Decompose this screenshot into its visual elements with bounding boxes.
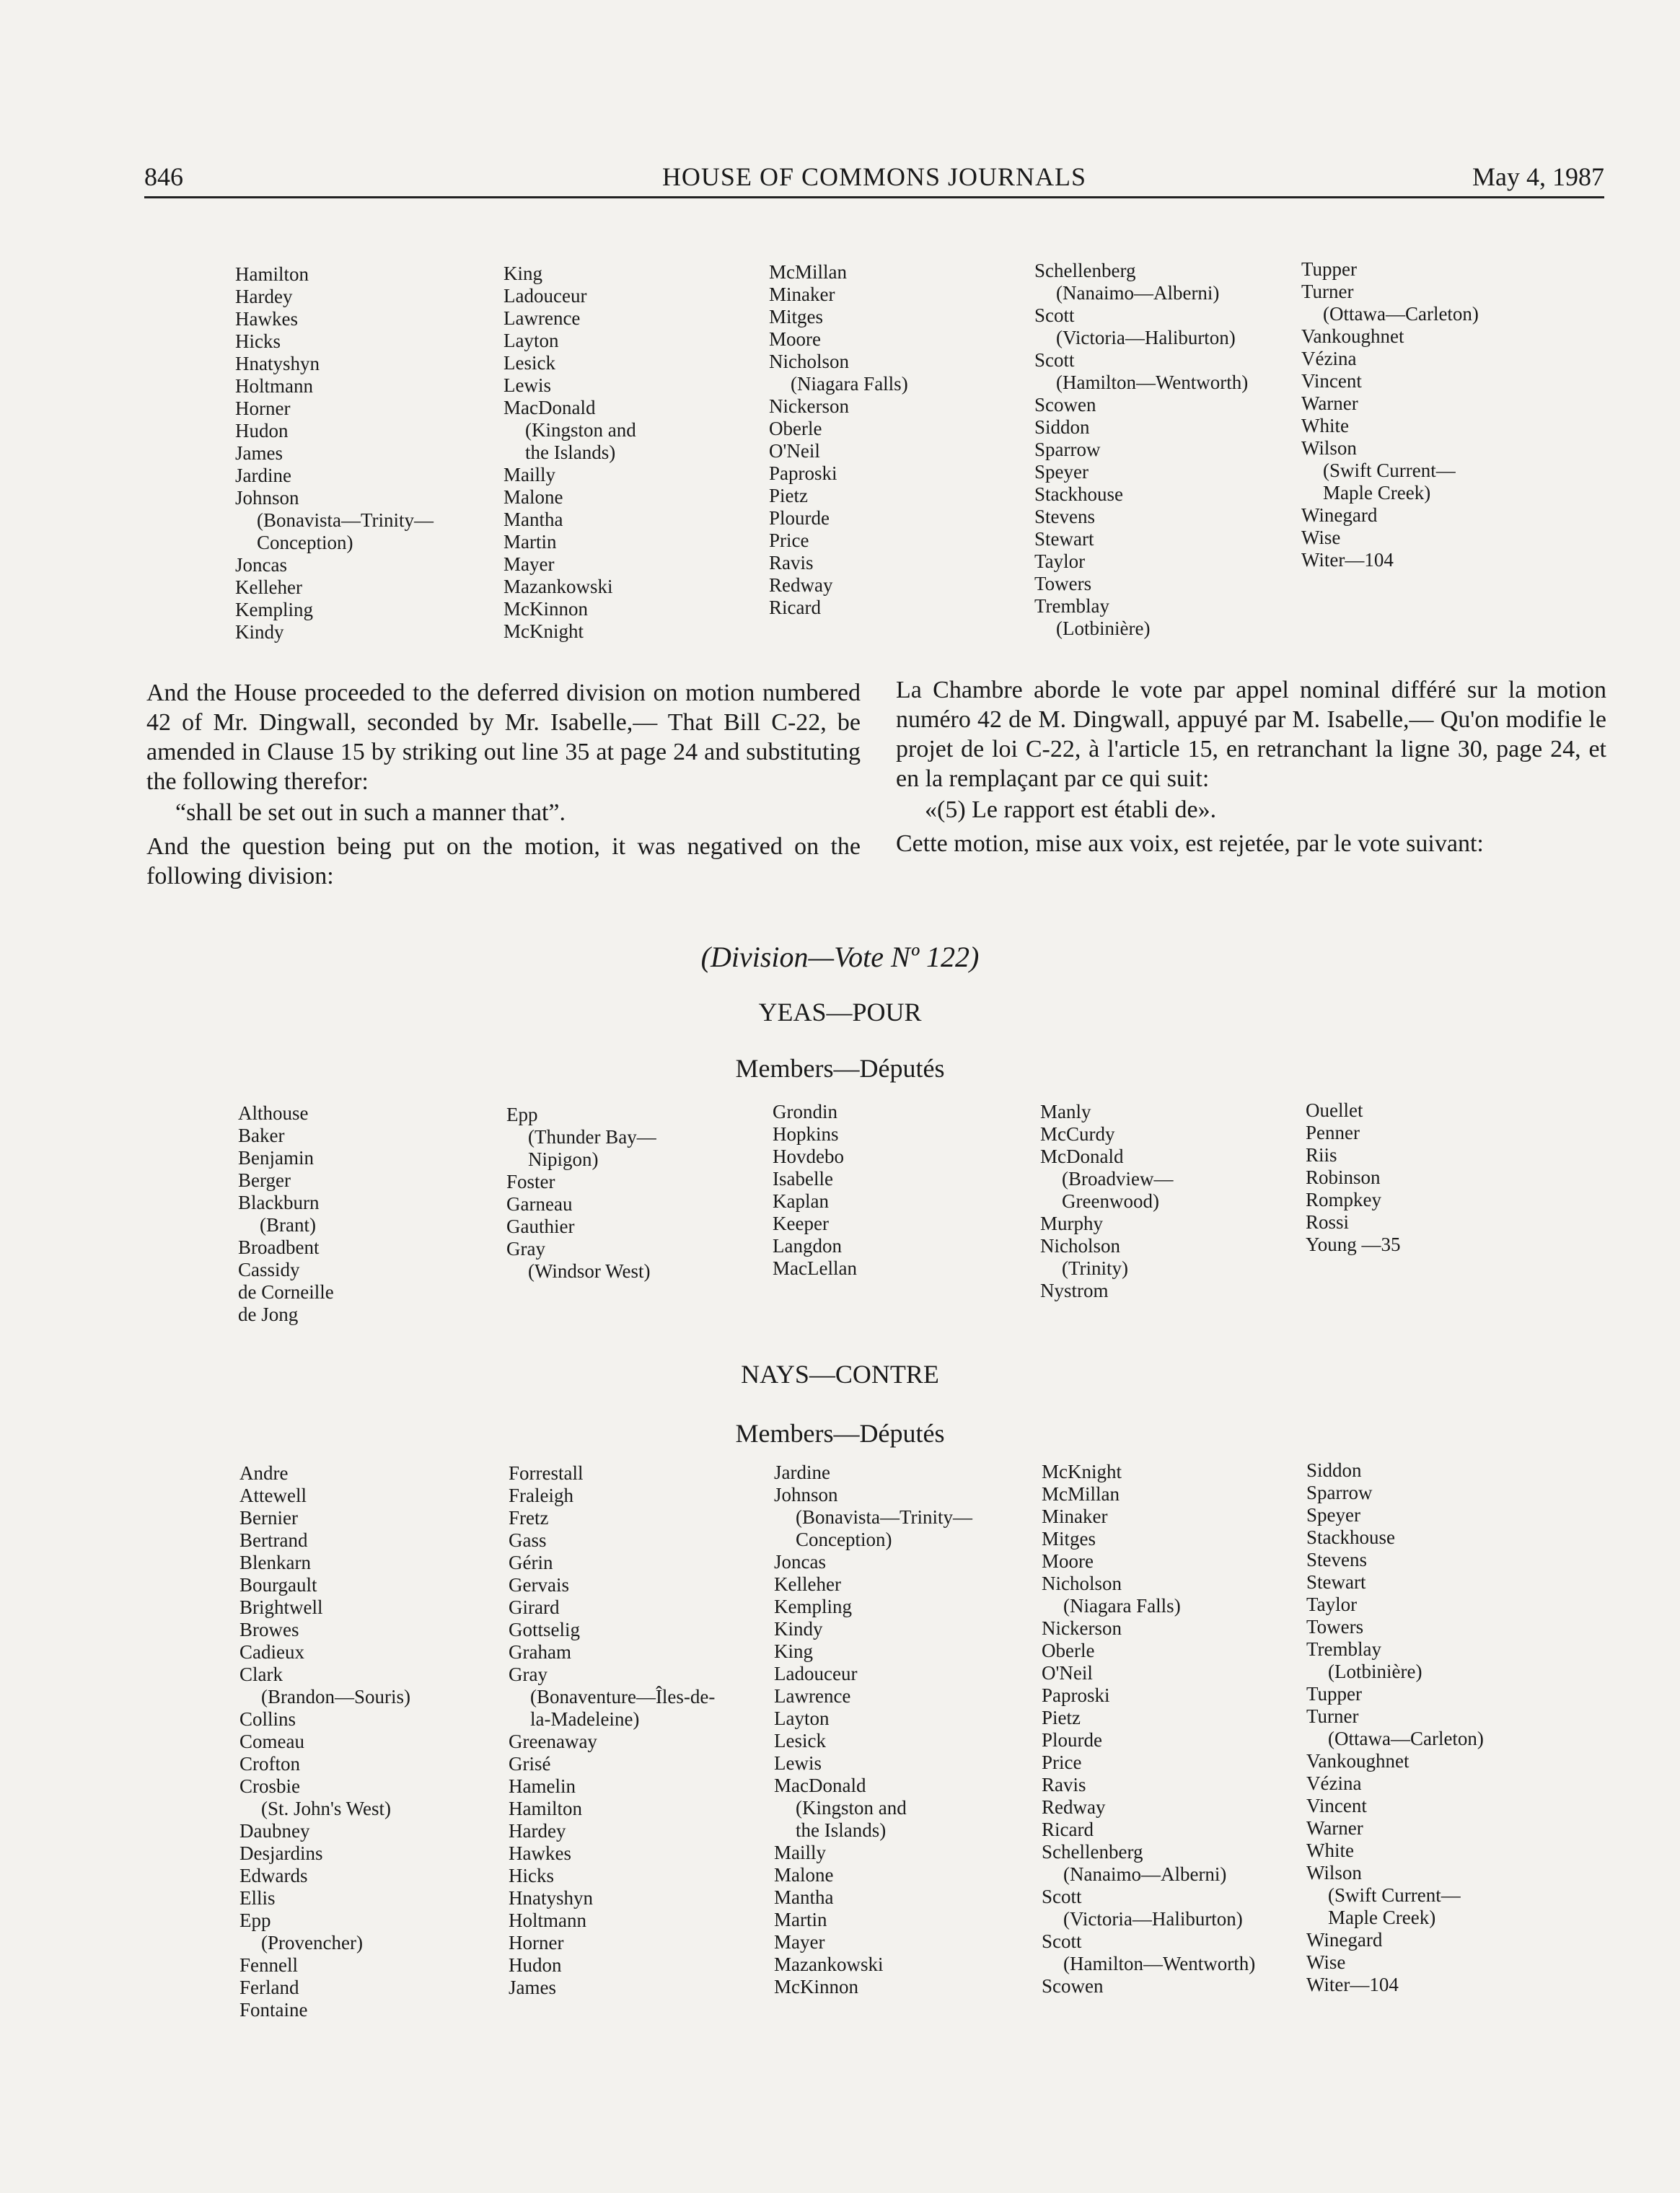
member-name: (Nanaimo—Alberni)	[1056, 282, 1220, 304]
english-result-paragraph: And the question being put on the motion, it was negatived on the following division:	[146, 833, 861, 889]
member-name: Mayer	[774, 1931, 825, 1953]
member-name: Conception)	[257, 532, 353, 553]
member-name: Ouellet	[1306, 1099, 1363, 1121]
member-name: Nickerson	[1042, 1617, 1122, 1639]
member-name: Mitges	[1042, 1528, 1096, 1550]
member-name: Jardine	[774, 1462, 830, 1483]
member-name: Warner	[1301, 392, 1358, 414]
member-name: Epp	[506, 1104, 538, 1125]
nays-col-4	[1042, 1461, 1255, 1998]
member-name: Bourgault	[239, 1574, 317, 1596]
member-name: Scott	[1034, 304, 1075, 326]
member-name: Forrestall	[509, 1462, 584, 1484]
nays-col-1	[239, 1462, 410, 2021]
member-name: de Corneille	[238, 1281, 334, 1303]
member-name: Turner	[1301, 281, 1354, 302]
member-name: Rompkey	[1306, 1189, 1381, 1210]
member-name: Gauthier	[506, 1216, 575, 1237]
member-name: McMillan	[769, 261, 847, 283]
nays-col-2	[509, 1462, 715, 1999]
member-name: (Broadview—	[1062, 1168, 1174, 1190]
member-name: (Ottawa—Carleton)	[1328, 1728, 1484, 1749]
prev-list-col-4	[1034, 260, 1248, 640]
member-name: Minaker	[1042, 1506, 1108, 1527]
member-name: Horner	[509, 1932, 564, 1954]
member-name: Attewell	[239, 1485, 307, 1506]
member-name: Brightwell	[239, 1596, 323, 1618]
member-name: Kaplan	[773, 1190, 829, 1212]
member-name: Lewis	[774, 1752, 822, 1774]
member-name: (Victoria—Haliburton)	[1063, 1908, 1243, 1930]
member-name: McCurdy	[1040, 1123, 1115, 1145]
member-name: Mazankowski	[774, 1954, 884, 1975]
french-quote: «(5) Le rapport est établi de».	[925, 796, 1217, 823]
member-name: Towers	[1034, 573, 1092, 594]
member-name: Wise	[1301, 527, 1341, 548]
member-name: Oberle	[1042, 1640, 1095, 1661]
member-name: Joncas	[235, 554, 287, 576]
member-name: Holtmann	[509, 1909, 586, 1931]
member-name: Winegard	[1306, 1929, 1383, 1951]
member-name: Plourde	[1042, 1729, 1102, 1751]
member-name: Holtmann	[235, 375, 313, 397]
member-name: Lawrence	[774, 1685, 851, 1707]
member-name: Nipigon)	[528, 1148, 599, 1170]
member-name: Towers	[1306, 1616, 1364, 1638]
member-name: Hudon	[235, 420, 289, 441]
member-name: Kelleher	[774, 1573, 841, 1595]
member-name: Baker	[238, 1125, 285, 1146]
member-name: Epp	[239, 1909, 271, 1931]
prev-list-col-5	[1301, 258, 1479, 571]
member-name: Paproski	[769, 462, 837, 484]
member-name: (Windsor West)	[528, 1260, 651, 1282]
member-name: Price	[769, 529, 809, 551]
member-name: la-Madeleine)	[530, 1708, 640, 1730]
member-name: Kempling	[235, 599, 313, 620]
member-name: Scowen	[1042, 1975, 1104, 1997]
member-name: Robinson	[1306, 1166, 1381, 1188]
member-name: Siddon	[1034, 416, 1090, 438]
french-motion-paragraph: La Chambre aborde le vote par appel nominal différé sur la motion numéro 42 de M. Dingwall, appuyé par M. Isabelle,— Qu'on modifie le projet de loi C-22, à l'article 15, en retranchant la ligne 30, page 24, et en la remplaçant par ce qui suit:	[896, 677, 1606, 792]
member-name: Cassidy	[238, 1259, 300, 1280]
journal-title: HOUSE OF COMMONS JOURNALS	[661, 162, 1087, 191]
member-name: Johnson	[235, 487, 299, 509]
member-name: (Bonavista—Trinity—	[257, 509, 434, 531]
member-name: Althouse	[238, 1102, 309, 1124]
member-name: Stackhouse	[1306, 1526, 1395, 1548]
member-name: Gray	[506, 1238, 545, 1260]
member-name: (Ottawa—Carleton)	[1323, 303, 1479, 325]
member-name: Grisé	[509, 1753, 551, 1775]
member-name: Grondin	[773, 1101, 837, 1122]
member-name: Rossi	[1306, 1211, 1350, 1233]
member-name: King	[503, 263, 542, 284]
member-name: Layton	[774, 1708, 830, 1729]
member-name: Clark	[239, 1664, 283, 1685]
member-name: Comeau	[239, 1731, 304, 1752]
member-name: Hardey	[509, 1820, 566, 1842]
member-name: Stewart	[1306, 1571, 1366, 1593]
member-name: Hawkes	[235, 308, 298, 330]
member-name: Graham	[509, 1641, 571, 1663]
member-name: Hamilton	[235, 263, 309, 285]
member-name: Plourde	[769, 507, 830, 529]
member-name: Greenwood)	[1062, 1190, 1159, 1212]
yeas-col-4	[1040, 1101, 1173, 1302]
member-name: Ellis	[239, 1887, 276, 1909]
yeas-members-heading: Members—Députés	[735, 1054, 945, 1083]
member-name: Foster	[506, 1171, 555, 1192]
member-name: Fraleigh	[509, 1485, 573, 1506]
member-name: Ravis	[769, 552, 814, 573]
nays-heading: NAYS—CONTRE	[741, 1360, 939, 1389]
member-name: Mazankowski	[503, 576, 613, 597]
member-name: (Kingston and	[796, 1797, 907, 1819]
member-name: Lesick	[774, 1730, 826, 1752]
yeas-col-2	[506, 1104, 656, 1283]
member-name: Vankoughnet	[1301, 325, 1404, 347]
member-name: Fretz	[509, 1507, 549, 1529]
member-name: King	[774, 1640, 813, 1662]
member-name: Schellenberg	[1034, 260, 1136, 281]
member-name: Murphy	[1040, 1213, 1103, 1234]
member-name: Gérin	[509, 1552, 553, 1573]
member-name: Ladouceur	[774, 1663, 858, 1684]
member-name: Nickerson	[769, 395, 849, 417]
nays-members-heading: Members—Députés	[735, 1419, 945, 1448]
member-name: Layton	[503, 330, 559, 351]
member-name: McKnight	[503, 620, 584, 642]
member-name: Kempling	[774, 1596, 852, 1617]
member-name: Johnson	[774, 1484, 838, 1506]
page-header	[144, 160, 1604, 198]
member-name: Lewis	[503, 374, 551, 396]
member-name: Moore	[769, 328, 821, 350]
english-text	[146, 678, 861, 892]
member-name: (Provencher)	[261, 1932, 363, 1954]
member-name: Broadbent	[238, 1236, 320, 1258]
member-name: Mitges	[769, 306, 824, 328]
member-name: Sparrow	[1306, 1482, 1373, 1503]
member-name: Mailly	[503, 464, 555, 485]
member-name: White	[1306, 1840, 1354, 1861]
member-name: Scowen	[1034, 394, 1096, 416]
member-name: Fennell	[239, 1954, 298, 1976]
member-name: Langdon	[773, 1235, 842, 1257]
member-name: Vankoughnet	[1306, 1750, 1409, 1772]
member-name: (Nanaimo—Alberni)	[1063, 1863, 1227, 1885]
member-name: Wise	[1306, 1951, 1346, 1973]
member-name: Stewart	[1034, 528, 1094, 550]
member-name: Scott	[1042, 1886, 1082, 1907]
member-name: Berger	[238, 1169, 291, 1191]
member-name: Riis	[1306, 1144, 1337, 1166]
nays-col-5	[1306, 1459, 1484, 1996]
member-name: Maple Creek)	[1328, 1907, 1436, 1928]
member-name: Mantha	[503, 509, 563, 530]
member-name: MacLellan	[773, 1257, 857, 1279]
member-name: O'Neil	[1042, 1662, 1093, 1684]
member-name: Hamilton	[509, 1798, 582, 1819]
yeas-heading: YEAS—POUR	[758, 998, 922, 1027]
member-name: Ladouceur	[503, 285, 587, 307]
member-name: James	[235, 442, 283, 464]
member-name: Horner	[235, 397, 291, 419]
member-name: James	[509, 1977, 556, 1998]
member-name: McKnight	[1042, 1461, 1122, 1482]
member-name: Vézina	[1301, 348, 1357, 369]
member-name: (Bonavista—Trinity—	[796, 1506, 973, 1528]
member-name: Vincent	[1306, 1795, 1367, 1816]
member-name: Scott	[1034, 349, 1075, 371]
member-name: Martin	[503, 531, 557, 553]
member-name: Gray	[509, 1664, 547, 1685]
member-name: Penner	[1306, 1122, 1360, 1143]
member-name: Taylor	[1306, 1594, 1358, 1615]
member-name: Blackburn	[238, 1192, 320, 1213]
member-name: Ravis	[1042, 1774, 1086, 1796]
member-name: Mantha	[774, 1886, 834, 1908]
member-name: de Jong	[238, 1304, 299, 1325]
member-name: (Trinity)	[1062, 1257, 1129, 1279]
member-name: Nicholson	[1040, 1235, 1120, 1257]
member-name: (Hamilton—Wentworth)	[1056, 372, 1249, 393]
member-name: Taylor	[1034, 550, 1086, 572]
member-name: Warner	[1306, 1817, 1363, 1839]
yeas-col-5	[1306, 1099, 1401, 1256]
member-name: Ferland	[239, 1977, 299, 1998]
english-quote: “shall be set out in such a manner that”.	[175, 799, 566, 826]
member-name: Tremblay	[1034, 595, 1110, 617]
member-name: Desjardins	[239, 1842, 323, 1864]
member-name: White	[1301, 415, 1349, 436]
member-name: Kelleher	[235, 576, 302, 598]
member-name: Wilson	[1306, 1862, 1362, 1884]
member-name: the Islands)	[525, 441, 616, 463]
member-name: Redway	[1042, 1796, 1106, 1818]
member-name: Bertrand	[239, 1529, 308, 1551]
member-name: Minaker	[769, 284, 835, 305]
member-name: Nicholson	[769, 351, 849, 372]
member-name: Girard	[509, 1596, 560, 1618]
member-name: Bernier	[239, 1507, 298, 1529]
member-name: Browes	[239, 1619, 299, 1640]
member-name: (Brandon—Souris)	[261, 1686, 410, 1708]
member-name: Crofton	[239, 1753, 300, 1775]
member-name: Winegard	[1301, 504, 1378, 526]
member-name: Martin	[774, 1909, 827, 1930]
yeas-col-1	[238, 1102, 334, 1326]
member-name: Nystrom	[1040, 1280, 1109, 1301]
member-name: Lesick	[503, 352, 555, 374]
yeas-col-3	[773, 1101, 857, 1280]
member-name: Hicks	[509, 1865, 554, 1886]
member-name: McKinnon	[774, 1976, 858, 1998]
member-name: Conception)	[796, 1529, 892, 1550]
member-name: Malone	[774, 1864, 834, 1886]
member-name: Collins	[239, 1708, 296, 1730]
page-date: May 4, 1987	[1472, 162, 1604, 191]
member-name: Scott	[1042, 1930, 1082, 1952]
prev-list-col-2	[503, 263, 636, 643]
member-name: McDonald	[1040, 1146, 1124, 1167]
member-name: (Niagara Falls)	[1063, 1595, 1181, 1617]
member-name: Stevens	[1034, 506, 1095, 527]
member-name: (Victoria—Haliburton)	[1056, 327, 1236, 348]
member-name: McMillan	[1042, 1483, 1120, 1505]
member-name: (Swift Current—	[1323, 460, 1456, 481]
member-name: Mailly	[774, 1842, 826, 1863]
member-name: Isabelle	[773, 1168, 833, 1190]
member-name: Pietz	[1042, 1707, 1081, 1728]
member-name: Fontaine	[239, 1999, 308, 2021]
member-name: Hopkins	[773, 1123, 839, 1145]
member-name: Hnatyshyn	[235, 353, 320, 374]
member-name: MacDonald	[503, 397, 596, 418]
member-name: Benjamin	[238, 1147, 314, 1169]
member-name: Ricard	[1042, 1819, 1094, 1840]
member-name: Sparrow	[1034, 439, 1101, 460]
member-name: Turner	[1306, 1705, 1359, 1727]
member-name: Moore	[1042, 1550, 1094, 1572]
member-name: Price	[1042, 1752, 1082, 1773]
french-result-paragraph: Cette motion, mise aux voix, est rejetée, par le vote suivant:	[896, 830, 1484, 857]
member-name: Malone	[503, 486, 563, 508]
member-name: (Brant)	[260, 1214, 316, 1236]
member-name: Stevens	[1306, 1549, 1367, 1570]
prev-list-col-1	[235, 263, 434, 643]
member-name: Nicholson	[1042, 1573, 1122, 1594]
member-name: Mayer	[503, 553, 555, 575]
member-name: Pietz	[769, 485, 808, 506]
division-title: (Division—Vote Nº 122)	[700, 941, 980, 973]
member-name: Hovdebo	[773, 1146, 844, 1167]
member-name: McKinnon	[503, 598, 588, 620]
member-name: the Islands)	[796, 1819, 887, 1841]
member-name: Lawrence	[503, 307, 581, 329]
member-name: Speyer	[1034, 461, 1089, 483]
member-name: Oberle	[769, 418, 822, 439]
member-name: Ricard	[769, 597, 821, 618]
member-name: Crosbie	[239, 1775, 300, 1797]
member-name: Paproski	[1042, 1684, 1110, 1706]
member-name: Tupper	[1306, 1683, 1363, 1705]
member-name: Vincent	[1301, 370, 1362, 392]
member-name: Kindy	[774, 1618, 823, 1640]
member-name: (Swift Current—	[1328, 1884, 1461, 1906]
member-name: Joncas	[774, 1551, 826, 1573]
member-name: (Hamilton—Wentworth)	[1063, 1953, 1256, 1974]
member-name: Kindy	[235, 621, 284, 643]
member-name: (Thunder Bay—	[528, 1126, 656, 1148]
member-name: Schellenberg	[1042, 1841, 1143, 1863]
member-name: Wilson	[1301, 437, 1357, 459]
member-name: Witer—104	[1306, 1974, 1399, 1995]
member-name: Gass	[509, 1529, 547, 1551]
member-name: Gervais	[509, 1574, 569, 1596]
member-name: Manly	[1040, 1101, 1091, 1122]
member-name: Greenaway	[509, 1731, 597, 1752]
english-motion-paragraph: And the House proceeded to the deferred division on motion numbered 42 of Mr. Dingwall, seconded by Mr. Isabelle,— That Bill C-22, be amended in Clause 15 by striking out line 35 at page 24 and substituting the following therefor:	[146, 680, 861, 795]
member-name: Garneau	[506, 1193, 573, 1215]
member-name: Hnatyshyn	[509, 1887, 593, 1909]
member-name: Maple Creek)	[1323, 482, 1431, 504]
member-name: Tremblay	[1306, 1638, 1382, 1660]
member-name: Keeper	[773, 1213, 829, 1234]
member-name: Speyer	[1306, 1504, 1360, 1526]
member-name: Hardey	[235, 286, 293, 307]
member-name: Young —35	[1306, 1234, 1401, 1255]
member-name: Tupper	[1301, 258, 1358, 280]
member-name: (Lotbinière)	[1328, 1661, 1422, 1682]
member-name: Blenkarn	[239, 1552, 311, 1573]
nays-col-3	[774, 1462, 972, 1998]
member-name: Hicks	[235, 330, 281, 352]
member-name: Witer—104	[1301, 549, 1394, 571]
member-name: Cadieux	[239, 1641, 304, 1663]
member-name: Jardine	[235, 465, 291, 486]
french-text	[896, 675, 1606, 860]
member-name: (St. John's West)	[261, 1798, 391, 1819]
member-name: Hamelin	[509, 1775, 576, 1797]
member-name: Gottselig	[509, 1619, 580, 1640]
member-name: Siddon	[1306, 1459, 1362, 1481]
member-name: (Bonaventure—Îles-de-	[530, 1686, 716, 1708]
page-number: 846	[144, 162, 183, 191]
prev-list-col-3	[769, 261, 908, 619]
member-name: (Lotbinière)	[1056, 618, 1151, 639]
member-name: O'Neil	[769, 440, 820, 462]
member-name: (Niagara Falls)	[791, 373, 908, 395]
member-name: Hawkes	[509, 1842, 571, 1864]
member-name: Redway	[769, 574, 833, 596]
member-name: Hudon	[509, 1954, 562, 1976]
member-name: (Kingston and	[525, 419, 636, 441]
member-name: Daubney	[239, 1820, 310, 1842]
member-name: Andre	[239, 1462, 289, 1484]
member-name: MacDonald	[774, 1775, 866, 1796]
member-name: Edwards	[239, 1865, 308, 1886]
member-name: Vézina	[1306, 1772, 1362, 1794]
member-name: Stackhouse	[1034, 483, 1123, 505]
